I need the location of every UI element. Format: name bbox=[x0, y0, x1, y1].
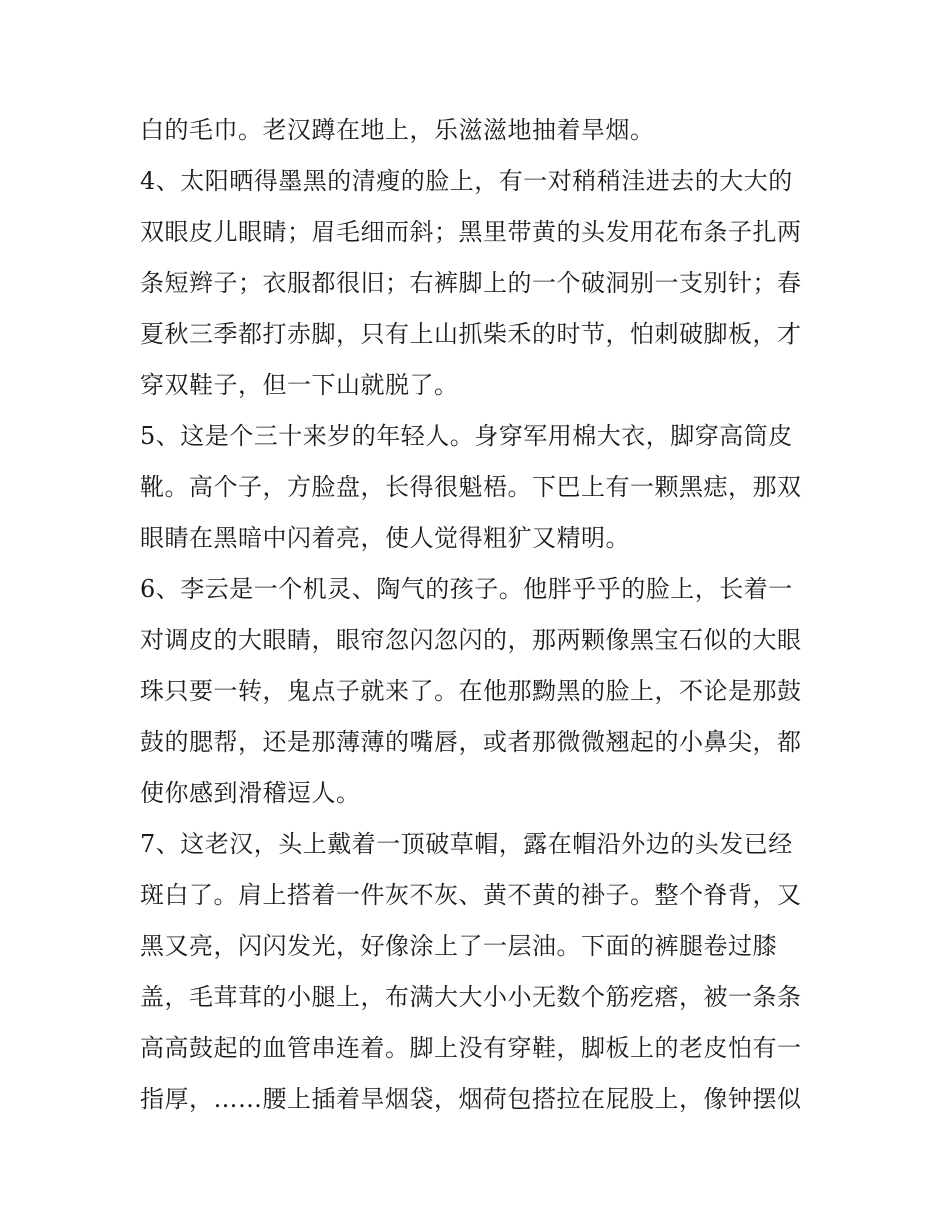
text-line: 盖，毛茸茸的小腿上，布满大大小小无数个筋疙瘩，被一条条 bbox=[140, 983, 802, 1011]
text-line: 夏秋三季都打赤脚，只有上山抓柴禾的时节，怕刺破脚板，才 bbox=[140, 320, 802, 348]
text-line: 5、这是个三十来岁的年轻人。身穿军用棉大衣，脚穿高筒皮 bbox=[140, 422, 793, 450]
body-text bbox=[140, 105, 820, 1125]
text-line: 穿双鞋子，但一下山就脱了。 bbox=[140, 371, 459, 399]
text-line: 指厚，……腰上插着旱烟袋，烟荷包搭拉在屁股上，像钟摆似 bbox=[140, 1085, 802, 1113]
text-line: 6、李云是一个机灵、陶气的孩子。他胖乎乎的脸上，长着一 bbox=[140, 575, 793, 603]
text-line: 靴。高个子，方脸盘，长得很魁梧。下巴上有一颗黑痣，那双 bbox=[140, 473, 802, 501]
text-line: 使你感到滑稽逗人。 bbox=[140, 779, 361, 807]
text-line: 对调皮的大眼睛，眼帘忽闪忽闪的，那两颗像黑宝石似的大眼 bbox=[140, 626, 802, 654]
text-line: 珠只要一转，鬼点子就来了。在他那黝黑的脸上，不论是那鼓 bbox=[140, 677, 802, 705]
text-line: 7、这老汉，头上戴着一顶破草帽，露在帽沿外边的头发已经 bbox=[140, 830, 793, 858]
text-line: 白的毛巾。老汉蹲在地上，乐滋滋地抽着旱烟。 bbox=[140, 116, 655, 144]
text-line: 斑白了。肩上搭着一件灰不灰、黄不黄的褂子。整个脊背，又 bbox=[140, 881, 802, 909]
text-line: 鼓的腮帮，还是那薄薄的嘴唇，或者那微微翘起的小鼻尖，都 bbox=[140, 728, 802, 756]
text-line: 双眼皮儿眼睛；眉毛细而斜；黑里带黄的头发用花布条子扎两 bbox=[140, 218, 802, 246]
text-line: 高高鼓起的血管串连着。脚上没有穿鞋，脚板上的老皮怕有一 bbox=[140, 1034, 802, 1062]
text-line: 黑又亮，闪闪发光，好像涂上了一层油。下面的裤腿卷过膝 bbox=[140, 932, 777, 960]
text-line: 条短辫子；衣服都很旧；右裤脚上的一个破洞别一支别针；春 bbox=[140, 269, 802, 297]
text-line: 眼睛在黑暗中闪着亮，使人觉得粗犷又精明。 bbox=[140, 524, 630, 552]
text-line: 4、太阳晒得墨黑的清瘦的脸上，有一对稍稍洼进去的大大的 bbox=[140, 167, 793, 195]
